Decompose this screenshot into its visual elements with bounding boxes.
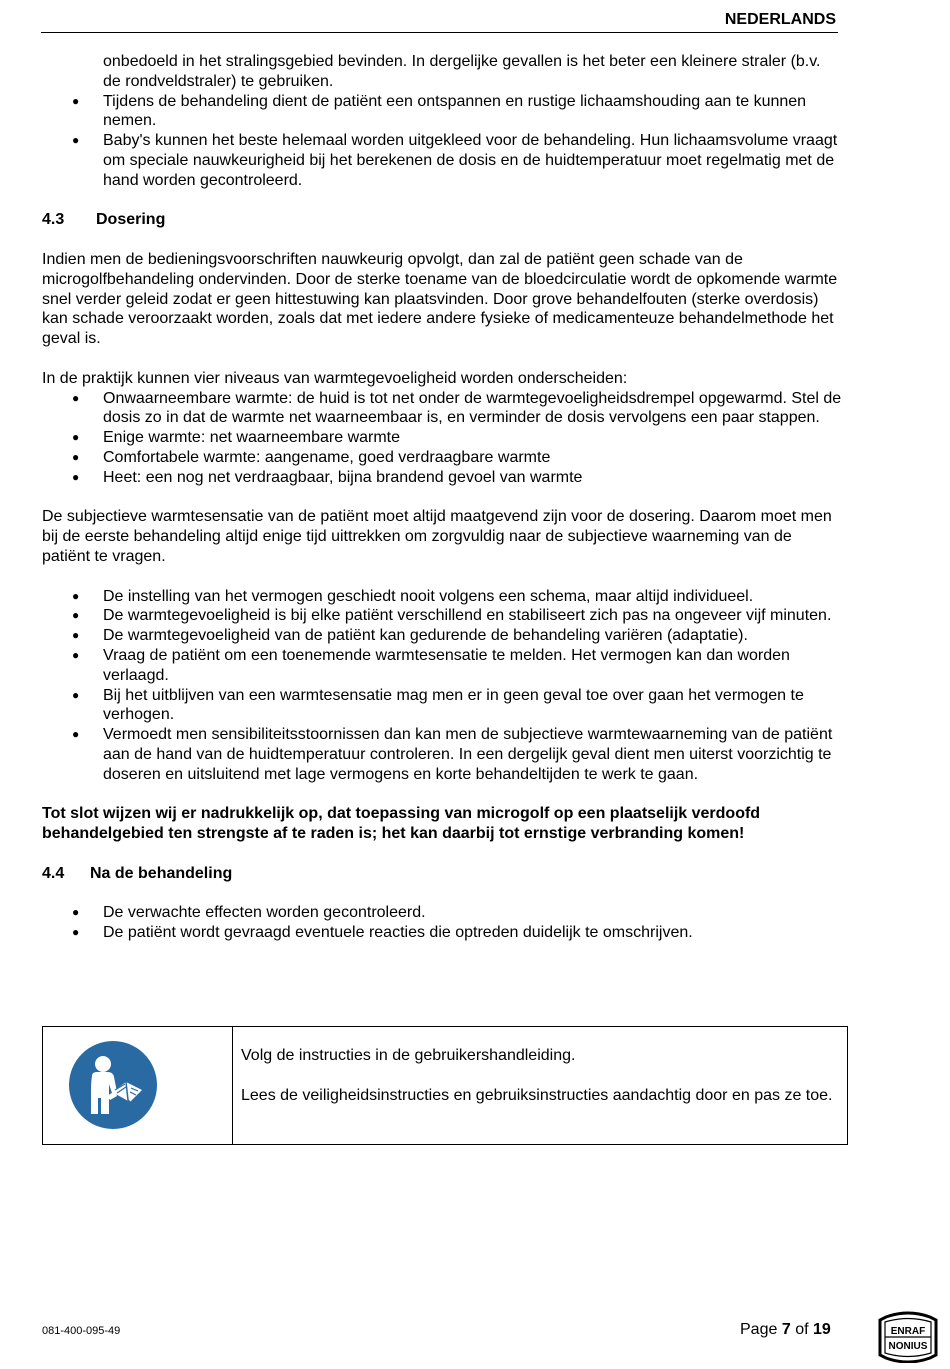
after-treatment-list bbox=[42, 903, 842, 943]
page-word: Page bbox=[740, 1321, 778, 1338]
list-item bbox=[42, 686, 842, 726]
list-item bbox=[42, 448, 842, 468]
warmth-levels-list bbox=[42, 389, 842, 488]
list-item bbox=[42, 903, 842, 923]
list-item-text: Heet: een nog net verdraagbaar, bijna brandend gevoel van warmte bbox=[103, 468, 583, 486]
list-item-text: Onwaarneembare warmte: de huid is tot net onder de warmtegevoeligheidsdrempel opgewarmd. Stel de dosis zo in dat de warmte net waarneembaar is, en verminder de dosis vervolgens een paar stappen. bbox=[103, 389, 842, 427]
bullet-icon: ● bbox=[72, 430, 80, 445]
list-item-text: De warmtegevoeligheid van de patiënt kan gedurende de behandeling variëren (adaptatie). bbox=[103, 627, 748, 645]
bullet-icon: ● bbox=[72, 588, 80, 603]
bullet-icon: ● bbox=[72, 390, 80, 405]
enraf-nonius-logo bbox=[876, 1311, 940, 1363]
section-number: 4.3 bbox=[42, 211, 65, 229]
section-number: 4.4 bbox=[42, 864, 65, 882]
notice-line-1: Volg de instructies in de gebruikershandleiding. bbox=[241, 1047, 576, 1064]
section-heading-4-3 bbox=[42, 210, 842, 230]
list-item-text: Vraag de patiënt om een toenemende warmtesensatie te melden. Het vermogen kan dan worden verlaagd. bbox=[103, 646, 790, 684]
list-item-text: Comfortabele warmte: aangename, goed verdraagbare warmte bbox=[103, 448, 551, 466]
page-total: 19 bbox=[812, 1321, 831, 1338]
bullet-icon: ● bbox=[72, 727, 80, 742]
bullet-icon: ● bbox=[72, 469, 80, 484]
list-item bbox=[42, 587, 842, 607]
bullet-icon: ● bbox=[72, 628, 80, 643]
bullet-icon: ● bbox=[72, 93, 80, 108]
list-item-text: onbedoeld in het stralingsgebied bevinden. In dergelijke gevallen is het beter een kleinere straler (b.v. de rondveldstraler) te gebruiken. bbox=[103, 53, 821, 90]
logo-line-2: NONIUS bbox=[888, 1341, 928, 1352]
bullet-icon: ● bbox=[72, 133, 80, 148]
bullet-icon: ● bbox=[72, 449, 80, 464]
list-item-text: De instelling van het vermogen geschiedt nooit volgens een schema, maar altijd individueel. bbox=[103, 587, 754, 605]
page-of-word: of bbox=[795, 1321, 809, 1338]
section-title: Dosering bbox=[96, 211, 166, 229]
list-item bbox=[42, 389, 842, 429]
page-header bbox=[41, 10, 838, 33]
dosing-rules-list bbox=[42, 587, 842, 785]
bullet-icon: ● bbox=[72, 608, 80, 623]
notice-line-2: Lees de veiligheidsinstructies en gebruiksinstructies aandachtig door en pas ze toe. bbox=[241, 1086, 833, 1104]
paragraph: In de praktijk kunnen vier niveaus van warmtegevoeligheid worden onderscheiden: bbox=[42, 369, 628, 387]
list-item-text: De verwachte effecten worden gecontroleerd. bbox=[103, 904, 426, 922]
list-item bbox=[42, 52, 842, 92]
bullet-icon: ● bbox=[72, 905, 80, 920]
list-item bbox=[42, 428, 842, 448]
list-item bbox=[42, 606, 842, 626]
notice-icon-cell bbox=[43, 1027, 233, 1145]
notice-text-cell bbox=[233, 1027, 848, 1145]
list-item-text: De warmtegevoeligheid is bij elke patiënt verschillend en stabiliseert zich pas na ongeveer vijf minuten. bbox=[103, 607, 832, 625]
bullet-icon: ● bbox=[72, 925, 80, 940]
page-content bbox=[42, 52, 842, 943]
bullet-icon: ● bbox=[72, 687, 80, 702]
page-current: 7 bbox=[781, 1321, 791, 1338]
list-item-text: Tijdens de behandeling dient de patiënt een ontspannen en rustige lichaamshouding aan te kunnen nemen. bbox=[103, 92, 807, 130]
paragraph: De subjectieve warmtesensatie van de patiënt moet altijd maatgevend zijn voor de dosering. Daarom moet men bij de eerste behandeling altijd enige tijd uittrekken om zorgvuldig naar de subjectieve waarneming van de patiënt te vragen. bbox=[42, 508, 832, 565]
notice-table bbox=[42, 1026, 848, 1145]
section-title: Na de behandeling bbox=[90, 864, 233, 882]
list-item-text: Vermoedt men sensibiliteitsstoornissen dan kan men de subjectieve warmtewaarneming van de patiënt aan de hand van de huidtemperatuur controleren. In een dergelijk geval dient men uiterst voorzichtig te doseren en uitsluitend met lage vermogens en korte behandeltijden te werk te gaan. bbox=[103, 726, 833, 783]
list-item bbox=[42, 646, 842, 686]
intro-bullet-list bbox=[42, 52, 842, 191]
list-item-text: De patiënt wordt gevraagd eventuele reacties die optreden duidelijk te omschrijven. bbox=[103, 924, 693, 942]
warning-paragraph: Tot slot wijzen wij er nadrukkelijk op, dat toepassing van microgolf op een plaatselijk verdoofd behandelgebied ten strengste af te raden is; het kan daarbij tot ernstige verbranding komen! bbox=[42, 805, 761, 843]
page-number bbox=[740, 1321, 831, 1339]
list-item bbox=[42, 468, 842, 488]
logo-line-1: ENRAF bbox=[890, 1326, 926, 1337]
list-item-text: Enige warmte: net waarneembare warmte bbox=[103, 429, 401, 447]
bullet-icon: ● bbox=[72, 647, 80, 662]
list-item bbox=[42, 626, 842, 646]
section-heading-4-4 bbox=[42, 864, 842, 884]
list-item bbox=[42, 923, 842, 943]
read-manual-icon bbox=[68, 1040, 158, 1130]
list-item bbox=[42, 131, 842, 190]
list-item bbox=[42, 92, 842, 132]
list-item-text: Baby's kunnen het beste helemaal worden uitgekleed voor de behandeling. Hun lichaamsvolume vraagt om speciale nauwkeurigheid bij het berekenen de dosis en de huidtemperatuur moet regelmatig met de hand worden gecontroleerd. bbox=[103, 132, 838, 189]
list-item-text: Bij het uitblijven van een warmtesensatie mag men er in geen geval toe over gaan het vermogen te verhogen. bbox=[103, 686, 804, 724]
header-language-title: NEDERLANDS bbox=[724, 11, 836, 28]
document-number: 081-400-095-49 bbox=[42, 1325, 121, 1337]
paragraph: Indien men de bedieningsvoorschriften nauwkeurig opvolgt, dan zal de patiënt geen schade van de microgolfbehandeling ondervinden. Door de sterke toename van de bloedcirculatie wordt de opkomende warmte snel verder geleid zodat er geen hittestuwing kan plaatsvinden. Door grove behandelfouten (sterke overdosis) kan schade veroorzaakt worden, zoals dat met iedere andere fysieke of medicamenteuze behandelmethode het geval is. bbox=[42, 250, 838, 348]
list-item bbox=[42, 725, 842, 784]
